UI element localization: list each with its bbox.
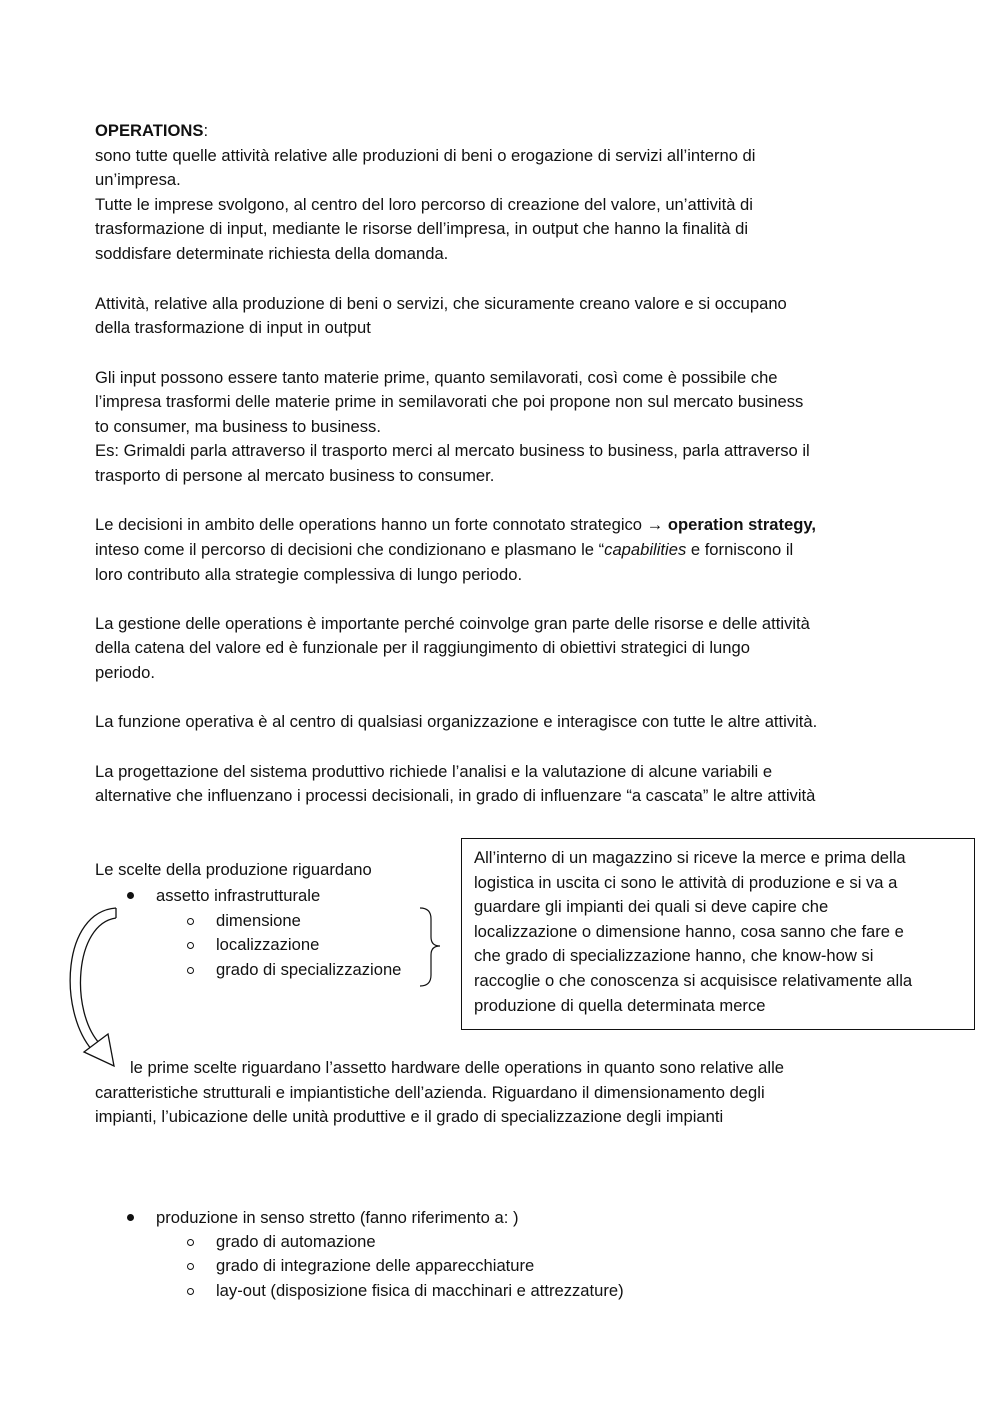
- sub-bullet-circle: [187, 967, 194, 974]
- note-line-6: raccoglie o che conoscenza si acquisisce relativamente alla: [474, 970, 913, 990]
- operation-strategy-term: operation strategy,: [663, 515, 817, 534]
- hardware-line-3: impianti, l’ubicazione delle unità produttive e il grado di specializzazione degli impianti: [95, 1107, 724, 1126]
- sub-item-location: localizzazione: [216, 935, 320, 954]
- para3-line-2: l’impresa trasformi delle materie prime in semilavorati che poi propone non sul mercato business: [95, 392, 804, 411]
- hardware-line-1: le prime scelte riguardano l’assetto hardware delle operations in quanto sono relative alle: [130, 1058, 784, 1077]
- intro-line-4: trasformazione di input, mediante le risorse dell’impresa, in output che hanno la finalità di: [95, 219, 749, 238]
- para4-line-3: loro contributo alla strategie complessiva di lungo periodo.: [95, 565, 523, 584]
- sub-item-dimension: dimensione: [216, 911, 301, 930]
- hardware-line-2: caratteristiche strutturali e impiantistiche dell’azienda. Riguardano il dimensionamento degli: [95, 1083, 765, 1102]
- note-line-3: guardare gli impianti dei quali si deve capire che: [474, 897, 829, 917]
- para4-line-2-end: e forniscono il: [686, 540, 794, 559]
- para3-line-3: to consumer, ma business to business.: [95, 417, 381, 436]
- para4-line-2-text: inteso come il percorso di decisioni che condizionano e plasmano le “: [95, 540, 605, 559]
- sub-bullet-circle: [187, 1263, 194, 1270]
- para4-line-1-text: Le decisioni in ambito delle operations hanno un forte connotato strategico: [95, 515, 647, 534]
- heading-colon: :: [203, 121, 209, 140]
- para7-line-1: La progettazione del sistema produttivo richiede l’analisi e la valutazione di alcune variabili e: [95, 762, 773, 781]
- para2-line-1: Attività, relative alla produzione di beni o servizi, che sicuramente creano valore e si occupano: [95, 294, 787, 313]
- intro-line-1: sono tutte quelle attività relative alle produzioni di beni o erogazione di servizi all’interno di: [95, 146, 756, 165]
- sub-bullet-circle: [187, 1239, 194, 1246]
- para7-line-2: alternative che influenzano i processi decisionali, in grado di influenzare “a cascata” le altre attività: [95, 786, 816, 805]
- choices-intro: Le scelte della produzione riguardano: [95, 860, 372, 879]
- sub-item-automation: grado di automazione: [216, 1232, 376, 1251]
- para4-line-2: [95, 538, 793, 563]
- heading-title: OPERATIONS: [95, 121, 204, 140]
- curved-arrow-icon: [62, 900, 132, 1080]
- right-arrow-icon: →: [646, 515, 664, 534]
- note-line-2: logistica in uscita ci sono le attività di produzione e si va a: [474, 872, 898, 892]
- bullet-production-strict: produzione in senso stretto (fanno riferimento a: ): [156, 1208, 519, 1227]
- intro-line-5: soddisfare determinate richiesta della domanda.: [95, 244, 449, 263]
- sub-bullet-circle: [187, 918, 194, 925]
- sub-item-specialization: grado di specializzazione: [216, 960, 402, 979]
- right-brace-icon: [418, 905, 448, 989]
- bullet-dot: [127, 892, 134, 899]
- intro-line-3: Tutte le imprese svolgono, al centro del loro percorso di creazione del valore, un’attività di: [95, 195, 753, 214]
- para3-line-4: Es: Grimaldi parla attraverso il trasporto merci al mercato business to business, parla attraverso il: [95, 441, 810, 460]
- note-line-5: che grado di specializzazione hanno, che know-how si: [474, 946, 874, 966]
- para6-line-1: La funzione operativa è al centro di qualsiasi organizzazione e interagisce con tutte le altre attività.: [95, 712, 818, 731]
- section-heading: [95, 119, 208, 144]
- para5-line-2: della catena del valore ed è funzionale per il raggiungimento di obiettivi strategici di lungo: [95, 638, 750, 657]
- note-line-4: localizzazione o dimensione hanno, cosa sanno che fare e: [474, 921, 904, 941]
- para4-line-1: [95, 513, 816, 538]
- sub-item-integration: grado di integrazione delle apparecchiature: [216, 1256, 535, 1275]
- para3-line-5: trasporto di persone al mercato business to consumer.: [95, 466, 495, 485]
- sub-bullet-circle: [187, 942, 194, 949]
- para2-line-2: della trasformazione di input in output: [95, 318, 371, 337]
- note-box: [461, 838, 975, 1030]
- para3-line-1: Gli input possono essere tanto materie prime, quanto semilavorati, così come è possibile che: [95, 368, 778, 387]
- note-line-7: produzione di quella determinata merce: [474, 995, 766, 1015]
- intro-line-2: un’impresa.: [95, 170, 181, 189]
- capabilities-term: capabilities: [604, 540, 687, 559]
- sub-bullet-circle: [187, 1288, 194, 1295]
- para5-line-1: La gestione delle operations è importante perché coinvolge gran parte delle risorse e delle attività: [95, 614, 810, 633]
- note-line-1: All’interno di un magazzino si riceve la merce e prima della: [474, 848, 906, 867]
- para5-line-3: periodo.: [95, 663, 155, 682]
- bullet-dot: [127, 1214, 134, 1221]
- sub-item-layout: lay-out (disposizione fisica di macchinari e attrezzature): [216, 1281, 624, 1300]
- bullet-infrastructure: assetto infrastrutturale: [156, 886, 321, 905]
